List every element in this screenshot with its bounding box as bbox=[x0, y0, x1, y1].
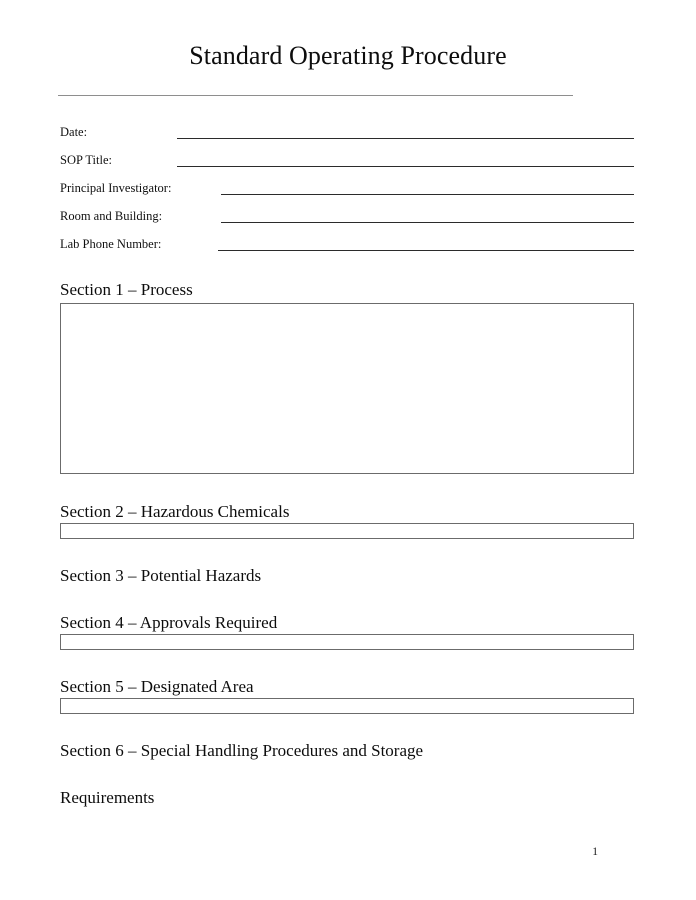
field-label: Principal Investigator: bbox=[60, 181, 172, 195]
field-label: SOP Title: bbox=[60, 153, 113, 167]
section-heading: Section 2 – Hazardous Chemicals bbox=[60, 502, 290, 521]
section-heading: Requirements bbox=[60, 788, 155, 807]
metadata-field-row bbox=[60, 152, 640, 172]
metadata-field-row bbox=[60, 124, 640, 144]
section-heading: Section 1 – Process bbox=[60, 280, 193, 299]
page-number: 1 bbox=[592, 846, 598, 858]
metadata-field-row bbox=[60, 236, 640, 256]
metadata-field-row bbox=[60, 208, 640, 228]
title-divider bbox=[58, 95, 573, 96]
field-input-line[interactable] bbox=[221, 194, 634, 195]
field-label: Date: bbox=[60, 125, 88, 139]
field-input-line[interactable] bbox=[218, 250, 634, 251]
metadata-field-row bbox=[60, 180, 640, 200]
section-heading: Section 6 – Special Handling Procedures and Storage bbox=[60, 741, 424, 760]
section-heading: Section 3 – Potential Hazards bbox=[60, 566, 262, 585]
field-input-line[interactable] bbox=[177, 138, 634, 139]
section-heading: Section 5 – Designated Area bbox=[60, 677, 254, 696]
field-label: Room and Building: bbox=[60, 209, 163, 223]
section-answer-box[interactable] bbox=[60, 303, 634, 474]
page-title: Standard Operating Procedure bbox=[189, 41, 507, 70]
field-input-line[interactable] bbox=[221, 222, 634, 223]
section-answer-box[interactable] bbox=[60, 523, 634, 539]
field-input-line[interactable] bbox=[177, 166, 634, 167]
section-answer-box[interactable] bbox=[60, 634, 634, 650]
field-label: Lab Phone Number: bbox=[60, 237, 162, 251]
section-heading: Section 4 – Approvals Required bbox=[60, 613, 278, 632]
section-answer-box[interactable] bbox=[60, 698, 634, 714]
